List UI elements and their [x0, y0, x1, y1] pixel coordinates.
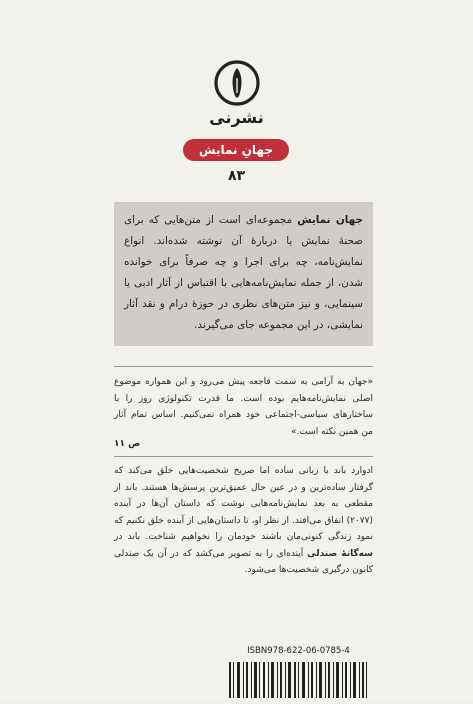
intro-lead: جهان نمایش: [297, 214, 363, 226]
pen-nib-icon: [214, 60, 260, 106]
description-part2: آینده‌ای را به تصویر می‌کشد که در آن یک صندلی کانون درگیری شخصیت‌ها می‌شود.: [114, 548, 373, 575]
divider-bottom: [114, 456, 373, 457]
isbn: ISBN978-622-06-0785-4: [247, 646, 350, 656]
quote-text: «جهان به آرامی به سمت فاجعه پیش می‌رود و این همواره موضوع اصلی نمایش‌نامه‌هایم بوده است. ما قدرت تکنولوژی روز را با ساختارهای سیاسی-اجتماعی خود همراه نمی‌کنیم. اساس تمام آثار من همین نکته است.»: [114, 377, 373, 437]
description-part1: ادوارد باند با زبانی ساده اما صریح شخصیت‌هایی خلق می‌کند که گرفتار ساده‌ترین و در عین حال عمیق‌ترین پرسش‌ها هستند. باند از مقطعی به بعد نمایش‌نامه‌هایی نوشت که داستان آن‌ها در آینده (۲۰۷۷) اتفاق می‌افتد. از نظر او، تا داستان‌هایی از آینده خلق نکنیم که نمود زندگی کنونی‌مان باشند خودمان را نخواهیم شناخت. باند در: [114, 466, 373, 542]
description-title: سه‌گانهٔ صندلی: [307, 548, 373, 559]
intro-text: مجموعه‌ای است از متن‌هایی که برای صحنهٔ نمایش یا دربارهٔ آن نوشته شده‌اند. انواع نمایش‌نامه، چه برای اجرا و چه صرفاً برای خوانده شدن، از جمله نمایش‌نامه‌هایی با اقتباس از آثار ادبی یا سینمایی، و نیز متن‌های نظری در حوزهٔ درام و نقد آثار نمایشی، در این مجموعه جای می‌گیرند.: [124, 214, 363, 331]
series-number: ۸۳: [227, 168, 246, 184]
series-badge: جهانِ نمایش: [183, 139, 289, 161]
quote-page-ref: ص ۱۱: [114, 439, 141, 449]
description-text: [114, 463, 373, 579]
divider-top: [114, 366, 373, 367]
publisher-name: نشرنی: [209, 108, 264, 127]
barcode: [225, 660, 372, 700]
intro-box: [114, 202, 373, 346]
